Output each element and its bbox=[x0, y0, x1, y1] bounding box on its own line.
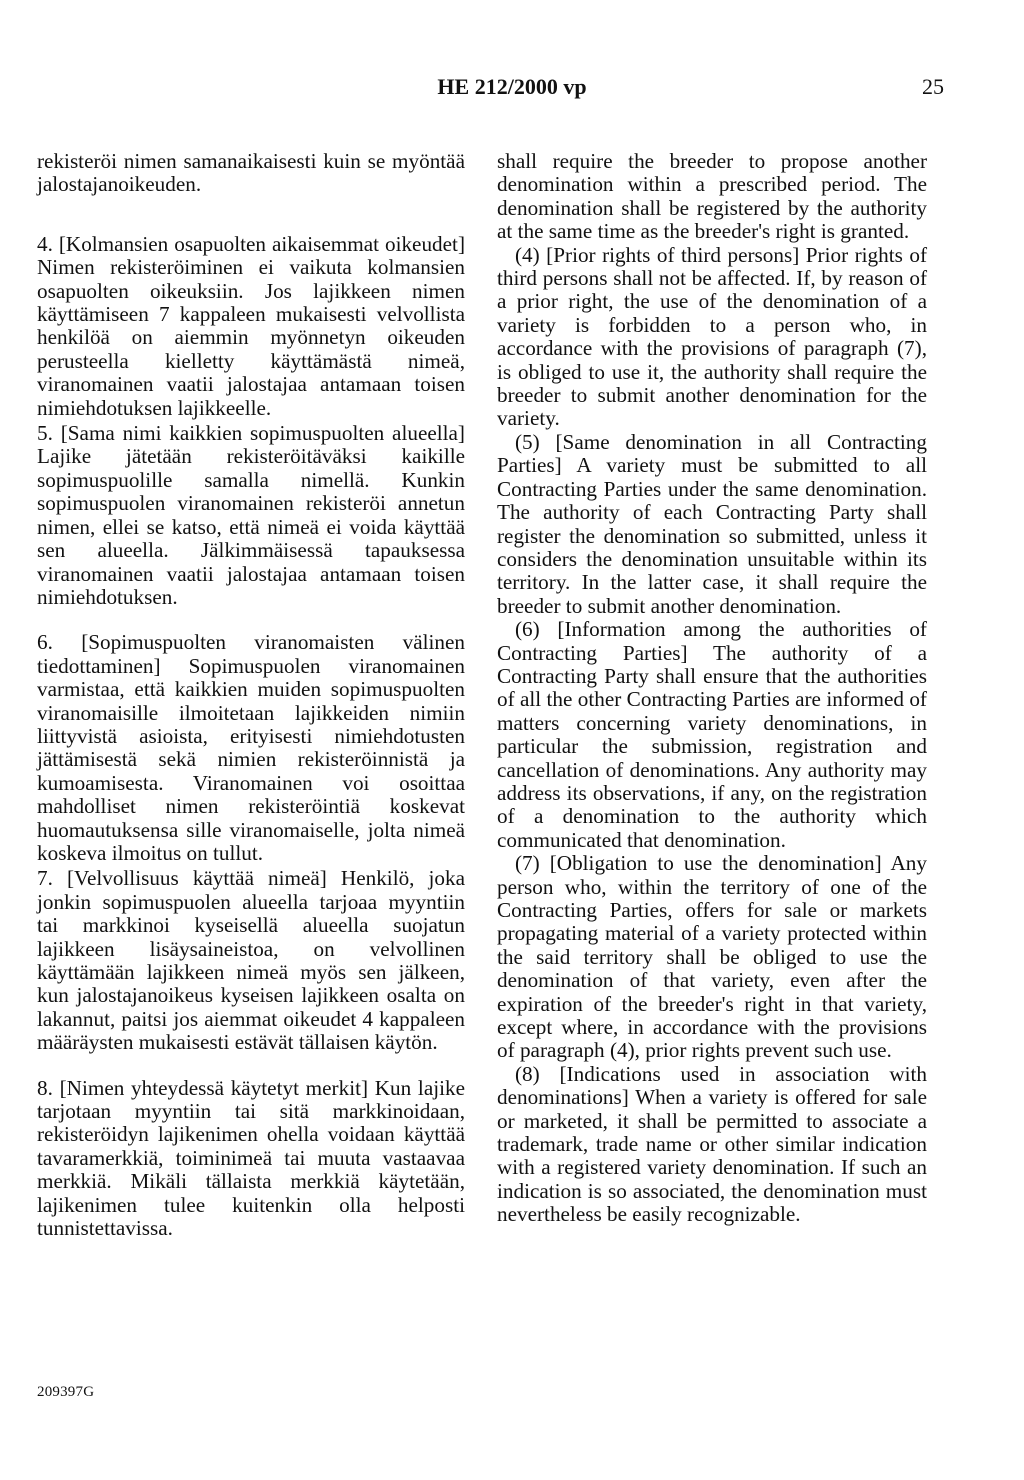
paragraph-section-4: 4. [Kolmansien osapuolten aikaisemmat oikeudet] Nimen rekisteröiminen ei vaikuta kolmansien osapuolten oikeuksiin. Jos lajikkeen nimen käyttämiseen 7 kappaleen mukaisesti velvollista henkilöä on aiemmin myönnetyn oikeuden perusteella kielletty käyttämästä nimeä, viranomainen vaatii jalostajaa antamaan toisen nimiehdotuksen lajikkeelle. bbox=[37, 231, 465, 420]
paragraph-section-7: 7. [Velvollisuus käyttää nimeä] Henkilö, joka jonkin sopimuspuolen alueella tarjoaa myyntiin tai markkinoi kyseisellä alueella suojatun lajikkeen lisäysaineistoa, on velvollinen käyttämään lajikkeen nimeä myös sen jälkeen, kun jalostajanoikeus kyseisen lajikkeen osalta on lakannut, paitsi jos aiemmat oikeudet 4 kappaleen määräysten mukaisesti estävät tällaisen käytön. bbox=[37, 866, 465, 1055]
finnish-text-column bbox=[37, 150, 465, 1240]
paragraph-section-5: (5) [Same denomination in all Contracting Parties] A variety must be submitted to all Contracting Parties under the same denomination. The authority of each Contracting Party shall register the denomination so submitted, unless it considers the denomination unsuitable within its territory. In the latter case, it shall require the breeder to submit another denomination. bbox=[497, 429, 927, 618]
paragraph-section-7: (7) [Obligation to use the denomination] Any person who, within the territory of one of the Contracting Parties, offers for sale or markets propagating material of a variety protected within the said territory shall be obliged to use the denomination of that variety, even after the expiration of the breeder's right in that variety, except where, in accordance with the provisions of paragraph (4), prior rights prevent such use. bbox=[497, 851, 927, 1063]
paragraph-section-8: 8. [Nimen yhteydessä käytetyt merkit] Kun lajike tarjotaan myyntiin tai sitä markkinoidaan, rekisteröidyn lajikenimen ohella voidaan käyttää tavaramerkkiä, toiminimeä tai muuta vastaavaa merkkiä. Mikäli tällaista merkkiä käytetään, lajikenimen tulee kuitenkin olla helposti tunnistettavissa. bbox=[37, 1075, 465, 1241]
paragraph-continuation: shall require the breeder to propose another denomination within a prescribed period. The denomination shall be registered by the authority at the same time as the breeder's right is granted. bbox=[497, 149, 927, 244]
paragraph-section-8: (8) [Indications used in association with denominations] When a variety is offered for sale or marketed, it shall be permitted to associate a trademark, trade name or other similar indication with a registered variety denomination. If such an indication is so associated, the denomination must nevertheless be easily recognizable. bbox=[497, 1061, 927, 1227]
english-text-column bbox=[497, 150, 927, 1227]
paragraph-continuation: rekisteröi nimen samanaikaisesti kuin se myöntää jalostajanoikeuden. bbox=[37, 149, 465, 197]
paragraph-section-6: 6. [Sopimuspuolten viranomaisten välinen tiedottaminen] Sopimuspuolen viranomainen varmistaa, että kaikkien muiden sopimuspuolten viranomaisille ilmoitetaan lajikkeiden nimiin liittyvistä asioista, erityisesti nimiehdotusten jättämisestä sekä nimien rekisteröinnistä ja kumoamisesta. Viranomainen voi osoittaa mahdolliset nimen rekisteröintiä koskevat huomautuksensa sille viranomaiselle, jolta nimeä koskeva ilmoitus on tullut. bbox=[37, 630, 465, 865]
paragraph-section-4: (4) [Prior rights of third persons] Prior rights of third persons shall not be affected. If, by reason of a prior right, the use of the denomination of a variety is forbidden to a person who, in accordance with the provisions of paragraph (7), is obliged to use it, the authority shall require the breeder to submit another denomination for the variety. bbox=[497, 242, 927, 431]
document-header-title: HE 212/2000 vp bbox=[437, 74, 587, 99]
paragraph-section-6: (6) [Information among the authorities of Contracting Parties] The authority of a Contracting Party shall ensure that the authorities of all the other Contracting Parties are informed of matters concerning variety denominations, in particular the submission, registration and cancellation of denominations. Any authority may address its observations, if any, on the registration of a denomination to the authority which communicated that denomination. bbox=[497, 617, 927, 852]
footer-document-code: 209397G bbox=[37, 1384, 95, 1400]
paragraph-section-5: 5. [Sama nimi kaikkien sopimuspuolten alueella] Lajike jätetään rekisteröitäväksi kaikille sopimuspuolille samalla nimellä. Kunkin sopimuspuolen viranomainen rekisteröi annetun nimen, ellei se katso, että nimeä ei voida käyttää sen alueella. Jälkimmäisessä tapauksessa viranomainen vaatii jalostajaa antamaan toisen nimiehdotuksen. bbox=[37, 421, 465, 609]
page-number: 25 bbox=[922, 74, 944, 99]
